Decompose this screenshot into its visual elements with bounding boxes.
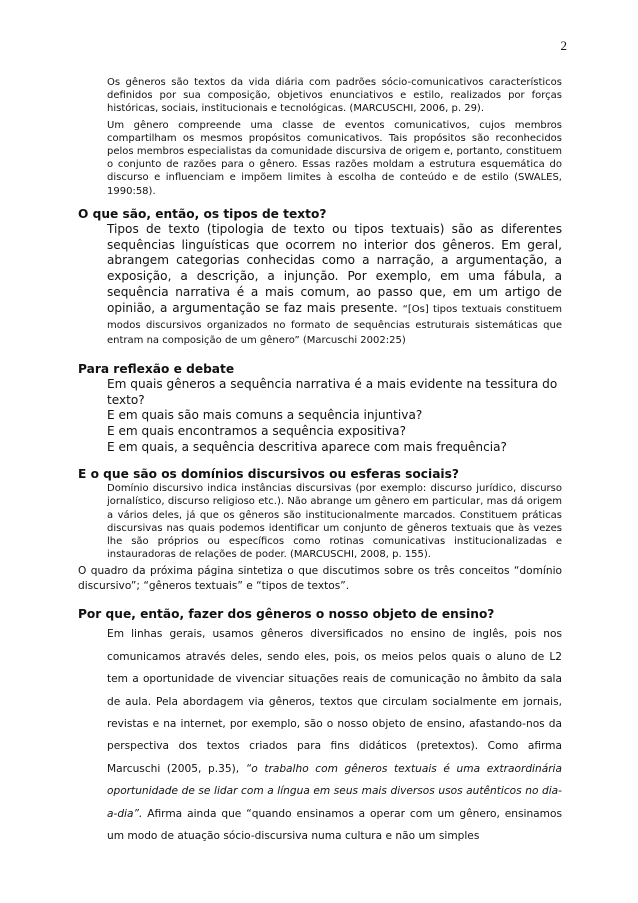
- page-number: 2: [560, 38, 567, 53]
- section-heading-teaching-object: Por que, então, fazer dos gêneros o nosso objeto de ensino?: [78, 607, 495, 622]
- paragraph-text-types-citation: “[Os] tipos textuais constituem modos discursivos organizados no formato de sequências estruturais sistemáticas que entram na composição de um gênero” (Marcuschi 2002:25): [107, 303, 562, 347]
- block-quote-marcuschi: Os gêneros são textos da vida diária com padrões sócio-comunicativos característicos definidos por sua composição, objetivos enunciativos e estilo, realizados por forças históricas, sociais, institucionais e tecnológicas. (MARCUSCHI, 2006, p. 29).: [107, 77, 562, 115]
- summary-note: O quadro da próxima página sintetiza o que discutimos sobre os três conceitos “domínio discursivo”; “gêneros textuais” e “tipos de textos”.: [78, 565, 562, 593]
- reflection-questions: [107, 377, 562, 455]
- section-heading-discursive-domains: E o que são os domínios discursivos ou esferas sociais?: [78, 467, 459, 482]
- section-heading-text-types: O que são, então, os tipos de texto?: [78, 206, 327, 221]
- paragraph-teaching-object-start: Em linhas gerais, usamos gêneros diversificados no ensino de inglês, pois nos comunicamos através deles, sendo eles, pois, os meios pelos quais o aluno de L2 tem a oportunidade de vivenciar situações reais de comunicação no âmbito da sala de aula. Pela abordagem via gêneros, textos que circulam socialmente em jornais, revistas e na internet, por exemplo, são o nosso objeto de ensino, afastando-nos da perspectiva dos textos criados para fins didáticos (pretextos). Como afirma Marcuschi (2005, p.35),: [107, 628, 562, 775]
- paragraph-teaching-object: [107, 623, 562, 847]
- paragraph-teaching-object-end: Afirma ainda que “quando ensinamos a operar com um gênero, ensinamos um modo de atuação sócio-discursiva numa cultura e não um simples: [107, 807, 562, 843]
- page-content: [78, 76, 562, 847]
- reflection-question: Em quais gêneros a sequência narrativa é a mais evidente na tessitura do texto?: [107, 377, 558, 407]
- section-heading-reflection: Para reflexão e debate: [78, 362, 235, 377]
- block-quote-swales: Um gênero compreende uma classe de eventos comunicativos, cujos membros compartilham os mesmos propósitos comunicativos. Tais propósitos são reconhecidos pelos membros especialistas da comunidade discursiva de origem e, portanto, constituem o conjunto de razões para o gênero. Essas razões moldam a estrutura esquemática do discurso e influenciam e impõem limites à escolha de conteúdo e de estilo (SWALES, 1990:58).: [107, 119, 562, 197]
- reflection-question: E em quais são mais comuns a sequência injuntiva?: [107, 408, 423, 423]
- paragraph-teaching-object-quote: “o trabalho com gêneros textuais é uma extraordinária oportunidade de se lidar com a língua em seus mais diversos usos autênticos no dia-a-dia”.: [107, 762, 562, 820]
- reflection-question: E em quais, a sequência descritiva aparece com mais frequência?: [107, 439, 507, 454]
- paragraph-text-types-body: Tipos de texto (tipologia de texto ou tipos textuais) são as diferentes sequências linguísticas que ocorrem no interior dos gêneros. Em geral, abrangem categorias conhecidas como a narração, a argumentação, a exposição, a descrição, a injunção. Por exemplo, em uma fábula, a sequência narrativa é a mais comum, ao passo que, em um artigo de opinião, a argumentação se faz mais presente.: [107, 221, 562, 315]
- paragraph-text-types: [107, 222, 562, 348]
- reflection-question: E em quais encontramos a sequência expositiva?: [107, 423, 406, 438]
- block-quote-discursive-domain: Domínio discursivo indica instâncias discursivas (por exemplo: discurso jurídico, discurso jornalístico, discurso religioso etc.). Não abrange um gênero em particular, mas dá origem a vários deles, já que os gêneros são institucionalmente marcados. Constituem práticas discursivas nas quais podemos identificar um conjunto de gêneros textuais que às vezes lhe são próprios ou específicos como rotinas comunicativas institucionalizadas e instauradoras de relações de poder. (MARCUSCHI, 2008, p. 155).: [107, 483, 562, 561]
